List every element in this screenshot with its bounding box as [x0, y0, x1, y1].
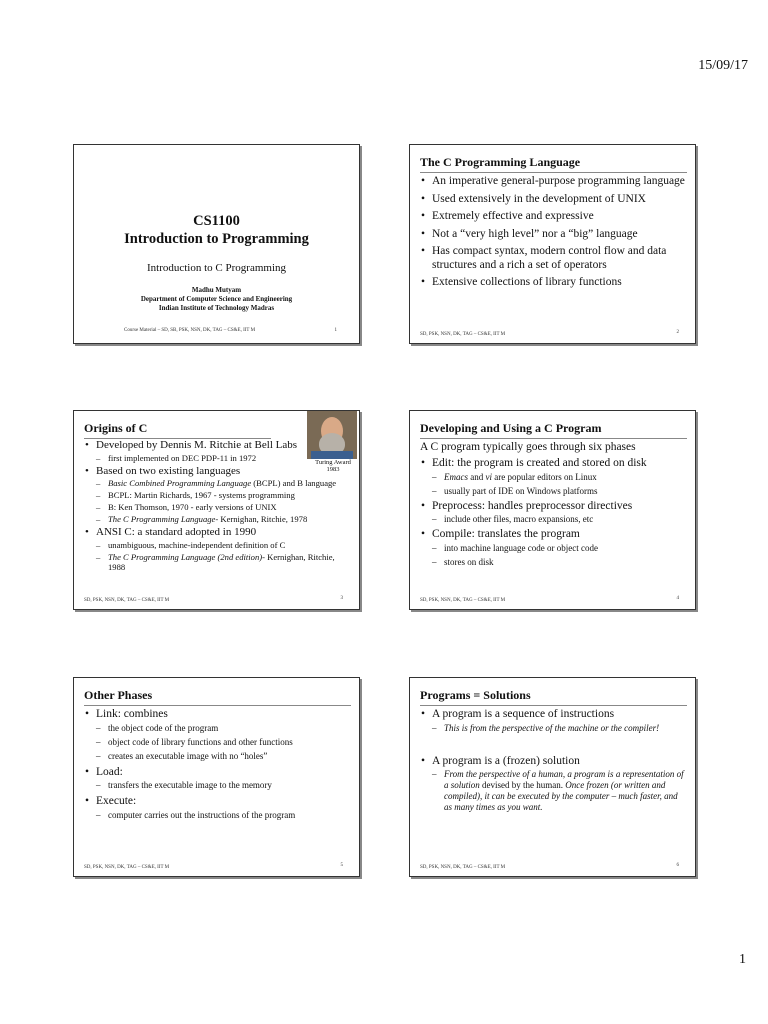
bullet-text: Load:	[96, 765, 123, 778]
sub-text: are popular editors on Linux	[492, 471, 597, 482]
bullet-item	[420, 528, 687, 568]
sub-item: – stores on disk	[432, 557, 687, 568]
sub-item: – include other files, macro expansions, etc	[432, 514, 687, 525]
bullet-text: Preprocess: handles preprocessor directives	[432, 499, 633, 512]
author-block	[74, 286, 359, 313]
sub-list	[432, 543, 687, 568]
sub-item	[96, 478, 351, 488]
slide-title: The C Programming Language	[420, 155, 581, 169]
title-divider	[84, 705, 351, 706]
bullet-list	[84, 708, 351, 825]
bullet-text: Based on two existing languages	[96, 464, 241, 477]
bullet-item	[420, 457, 687, 497]
author-name: Madhu Mutyam	[191, 286, 242, 294]
sub-item: – first implemented on DEC PDP-11 in 1972	[96, 453, 351, 463]
slide-number: 1	[334, 328, 337, 333]
title-divider	[420, 172, 687, 173]
slide-number: 2	[676, 330, 679, 335]
department: Department of Computer Science and Engineering	[140, 295, 293, 303]
sub-list	[96, 453, 351, 463]
sub-text: and	[468, 471, 486, 482]
sub-text: Kernighan, Ritchie, 1978	[218, 514, 308, 524]
slide-5	[73, 677, 360, 877]
italic-text: Emacs	[444, 471, 468, 482]
sub-list	[96, 780, 351, 791]
sub-list	[96, 540, 351, 572]
sub-list	[432, 514, 687, 525]
sub-item: – the object code of the program	[96, 723, 351, 734]
sub-text: Kernighan, Ritchie, 1988	[108, 551, 335, 572]
spacer	[432, 737, 687, 751]
sub-item	[432, 769, 687, 813]
sub-text: Once frozen (or written and compiled), it can be executed by the computer – much faster, and as many times as you want.	[444, 780, 678, 812]
bullet-item	[84, 795, 351, 821]
sub-item: – creates an executable image with no “holes”	[96, 751, 351, 762]
slide-title: Origins of C	[84, 421, 148, 435]
institute: Indian Institute of Technology Madras	[158, 304, 275, 312]
bullet-item	[84, 766, 351, 792]
slide-title: Programs = Solutions	[420, 688, 531, 702]
bullet-text: Compile: translates the program	[432, 528, 580, 540]
sub-item	[432, 472, 687, 483]
slide-1-subtitle: Introduction to C Programming	[146, 262, 286, 274]
slide-footer: Course Material – SD, SB, PSK, NSN, DK, TAG – CS&E, IIT M	[124, 328, 256, 333]
sub-item: – This is from the perspective of the machine or the compiler!	[432, 723, 687, 734]
title-divider	[420, 705, 687, 706]
sub-item: – computer carries out the instructions of the program	[96, 810, 351, 821]
sub-list	[432, 723, 687, 734]
sub-item: – object code of library functions and other functions	[96, 737, 351, 748]
bullet-text: Execute:	[96, 795, 137, 807]
slide-footer: SD, PSK, NSN, DK, TAG – CS&E, IIT M	[420, 865, 506, 870]
sub-list	[432, 769, 687, 813]
slide-3	[73, 410, 360, 610]
bullet-item: • Has compact syntax, modern control flow and data structures and a rich a set of operators	[420, 245, 687, 272]
sub-list	[96, 723, 351, 762]
bullet-item	[84, 439, 351, 463]
sub-item: – BCPL: Martin Richards, 1967 - systems programming	[96, 490, 351, 500]
bullet-item	[84, 708, 351, 762]
bullet-list	[420, 175, 687, 294]
sub-item	[96, 552, 351, 572]
bullet-text: Link: combines	[96, 708, 168, 720]
bullet-item: • Used extensively in the development of UNIX	[420, 193, 687, 207]
page-date: 15/09/17	[698, 58, 748, 73]
slide-1	[73, 144, 360, 344]
slide-number: 5	[340, 863, 343, 868]
sub-item: – into machine language code or object code	[432, 543, 687, 554]
bullet-item: • Extremely effective and expressive	[420, 210, 687, 224]
bullet-list	[420, 708, 687, 817]
sub-item: – unambiguous, machine-independent definition of C	[96, 540, 351, 550]
bullet-text: A program is a (frozen) solution	[432, 754, 580, 767]
bullet-text: Edit: the program is created and stored on disk	[432, 457, 647, 469]
sub-text: devised by the human.	[479, 780, 563, 790]
bullet-text: A program is a sequence of instructions	[432, 708, 615, 720]
slide-number: 6	[676, 863, 679, 868]
slide-footer: SD, PSK, NSN, DK, TAG – CS&E, IIT M	[420, 598, 506, 603]
bullet-item: • An imperative general-purpose programming language	[420, 175, 687, 189]
sub-item: – usually part of IDE on Windows platforms	[432, 486, 687, 497]
sub-text: From the perspective of a human, a program is a representation of a solution	[444, 769, 684, 790]
sub-text: (BCPL) and B language	[251, 478, 337, 488]
italic-text: Basic Combined Programming Language	[108, 478, 252, 488]
title-divider	[420, 438, 687, 439]
bullet-text: Developed by Dennis M. Ritchie at Bell Labs	[96, 439, 298, 451]
sub-item: – transfers the executable image to the memory	[96, 780, 351, 791]
italic-text: vi	[485, 471, 492, 482]
italic-text: The C Programming Language (2nd edition)-	[108, 551, 265, 562]
sub-list	[432, 472, 687, 497]
bullet-item	[420, 708, 687, 751]
italic-text: The C Programming Language-	[108, 514, 219, 524]
slide-1-title	[74, 212, 359, 248]
slide-number: 3	[340, 596, 343, 601]
bullet-item	[84, 465, 351, 525]
bullet-item	[84, 526, 351, 572]
sub-list	[96, 478, 351, 524]
sub-item	[96, 514, 351, 524]
photo-caption: Turing Award 1983	[315, 459, 351, 473]
course-title: Introduction to Programming	[124, 231, 309, 247]
slide-6	[409, 677, 696, 877]
slide-2	[409, 144, 696, 344]
bullet-item: • Not a “very high level” nor a “big” language	[420, 228, 687, 242]
bullet-item	[420, 755, 687, 814]
bullet-list	[420, 457, 687, 571]
slide-lead: A C program typically goes through six phases	[420, 441, 636, 453]
bullet-item	[420, 500, 687, 526]
page-number: 1	[739, 952, 746, 967]
slide-title: Other Phases	[84, 688, 153, 702]
slide-footer: SD, PSK, NSN, DK, TAG – CS&E, IIT M	[84, 598, 170, 603]
bullet-text: ANSI C: a standard adopted in 1990	[96, 526, 257, 538]
slide-number: 4	[676, 596, 679, 601]
slide-footer: SD, PSK, NSN, DK, TAG – CS&E, IIT M	[84, 865, 170, 870]
slide-title: Developing and Using a C Program	[420, 421, 602, 435]
course-code: CS1100	[193, 213, 240, 229]
slide-footer: SD, PSK, NSN, DK, TAG – CS&E, IIT M	[420, 332, 506, 337]
slide-4	[409, 410, 696, 610]
sub-list	[96, 810, 351, 821]
bullet-list	[84, 439, 351, 574]
sub-item: – B: Ken Thomson, 1970 - early versions of UNIX	[96, 502, 351, 512]
bullet-item: • Extensive collections of library functions	[420, 276, 687, 290]
